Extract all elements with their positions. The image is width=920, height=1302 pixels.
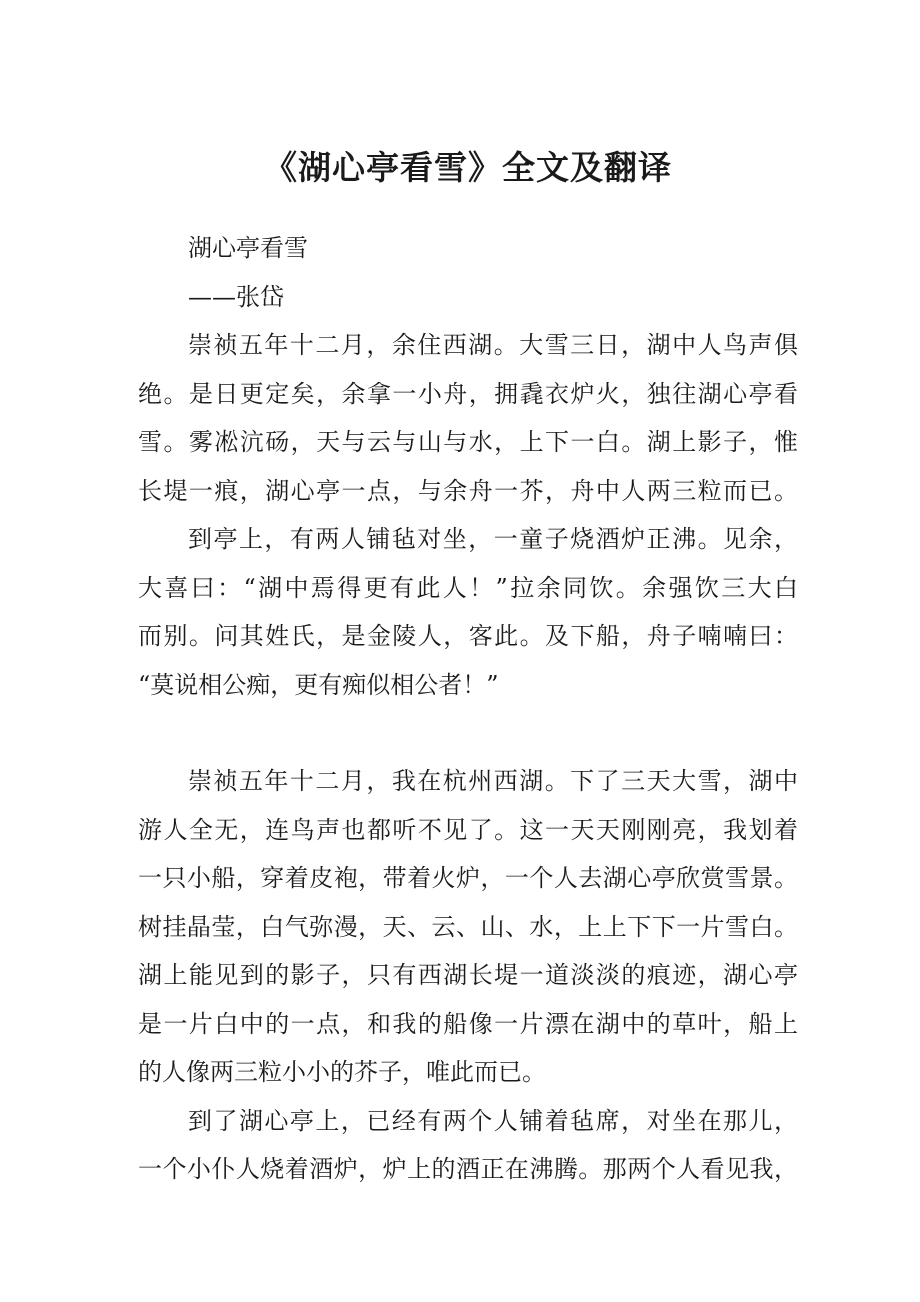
translation-paragraph-2 [138,1097,798,1194]
text-line: 湖上能见到的影子，只有西湖长堤一道淡淡的痕迹，湖心亭 [138,961,798,989]
text-line: 一只小船，穿着皮袍，带着火炉，一个人去湖心亭欣赏雪景。 [138,864,798,892]
text-line: 而别。问其姓氏，是金陵人，客此。及下船，舟子喃喃曰： [138,622,798,650]
text-line: 大喜曰：“湖中焉得更有此人！”拉余同饮。余强饮三大白 [138,573,798,602]
translation-paragraph-1 [138,757,798,1097]
text-line: 树挂晶莹，白气弥漫，天、云、山、水，上上下下一片雪白。 [138,912,798,941]
poem-title: 湖心亭看雪 [188,234,308,262]
text-line: 是一片白中的一点，和我的船像一片漂在湖中的草叶，船上 [138,1009,798,1038]
section-gap [138,709,798,757]
text-line: 雪。雾凇沆砀，天与云与山与水，上下一白。湖上影子，惟 [138,428,798,456]
original-paragraph-2 [138,515,798,709]
text-line: 长堤一痕，湖心亭一点，与余舟一芥，舟中人两三粒而已。 [138,476,798,505]
document-body [138,224,798,1194]
text-line: 崇祯五年十二月，余住西湖。大雪三日，湖中人鸟声俱 [188,331,798,359]
original-paragraph-1 [138,321,798,515]
text-line: 绝。是日更定矣，余拿一小舟，拥毳衣炉火，独往湖心亭看 [138,379,798,408]
text-line: “莫说相公痴，更有痴似相公者！” [138,670,499,699]
text-line: 到亭上，有两人铺毡对坐，一童子烧酒炉正沸。见余， [188,525,798,553]
text-line: 到了湖心亭上，已经有两个人铺着毡席，对坐在那儿， [188,1106,798,1135]
text-line: 游人全无，连鸟声也都听不见了。这一天天刚刚亮，我划着 [138,815,798,844]
author-line: ——张岱 [188,282,284,311]
text-line: 一个小仆人烧着酒炉，炉上的酒正在沸腾。那两个人看见我， [138,1155,798,1183]
text-line: 的人像两三粒小小的芥子，唯此而已。 [138,1058,546,1086]
document-title: 《湖心亭看雪》全文及翻译 [264,148,672,187]
text-line: 崇祯五年十二月，我在杭州西湖。下了三天大雪，湖中 [188,767,798,795]
